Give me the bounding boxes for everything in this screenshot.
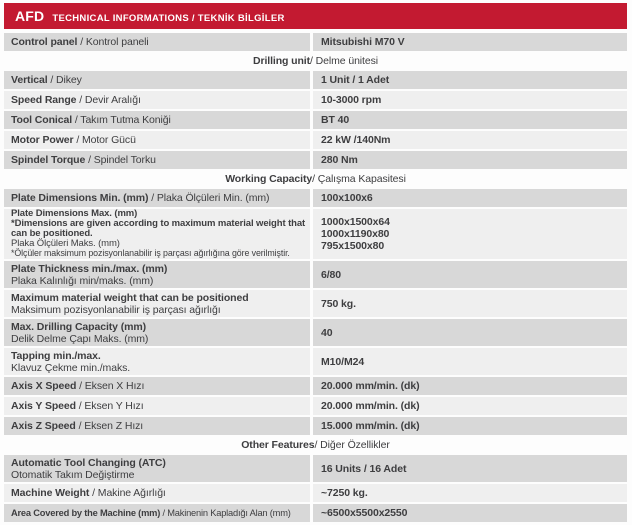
spec-value	[313, 111, 627, 129]
spec-row	[4, 33, 627, 51]
label-tr: Maksimum pozisyonlanabilir iş parçası ağırlığı	[11, 303, 221, 316]
spec-label	[4, 397, 310, 415]
spec-value-text: 795x1500x80	[321, 240, 385, 252]
section-title-tr: / Çalışma Kapasitesi	[312, 173, 406, 185]
brand-logo: AFD	[15, 8, 45, 24]
section-header	[4, 53, 627, 69]
spec-label-text	[11, 154, 310, 166]
header-title: TECHNICAL INFORMATIONS / TEKNİK BİLGİLER	[52, 13, 285, 24]
label-en: Axis Z Speed	[11, 420, 76, 432]
spec-row	[4, 484, 627, 502]
section-title-tr: / Diğer Özellikler	[314, 439, 390, 451]
spec-row	[4, 397, 627, 415]
spec-label	[4, 261, 310, 288]
spec-row	[4, 261, 627, 288]
spec-row	[4, 377, 627, 395]
spec-label	[4, 151, 310, 169]
spec-value	[313, 209, 627, 259]
spec-label	[4, 209, 310, 259]
label-en: Motor Power	[11, 134, 74, 146]
spec-label-text	[11, 36, 310, 48]
spec-value-text: 16 Units / 16 Adet	[321, 462, 407, 475]
label-en: Vertical	[11, 74, 48, 86]
spec-value-text: 20.000 mm/min. (dk)	[321, 380, 420, 392]
label-tr: / Motor Gücü	[73, 134, 136, 146]
spec-row	[4, 91, 627, 109]
spec-label	[4, 131, 310, 149]
label-tr: Otomatik Takım Değiştirme	[11, 468, 135, 481]
spec-label	[4, 377, 310, 395]
label-en: Plate Thickness min./max. (mm)	[11, 262, 168, 275]
spec-value-text: BT 40	[321, 114, 350, 126]
label-en: Tapping min./max.	[11, 349, 101, 362]
spec-label	[4, 455, 310, 482]
label-tr: / Kontrol paneli	[77, 36, 149, 48]
spec-value	[313, 319, 627, 346]
spec-label	[4, 290, 310, 317]
spec-row	[4, 71, 627, 89]
spec-label-text	[11, 94, 310, 106]
spec-label-text	[11, 487, 310, 499]
section-header	[4, 171, 627, 187]
label-tr: / Devir Aralığı	[76, 94, 141, 106]
label-en: Automatic Tool Changing (ATC)	[11, 456, 166, 469]
section-title-en: Other Features	[241, 439, 315, 451]
label-tr: Plaka Ölçüleri Maks. (mm)	[11, 238, 120, 249]
spec-row	[4, 504, 627, 522]
spec-value	[313, 290, 627, 317]
spec-value	[313, 131, 627, 149]
spec-value	[313, 189, 627, 207]
label-en: Control panel	[11, 36, 78, 48]
spec-value-text: 6/80	[321, 268, 342, 281]
spec-value	[313, 348, 627, 375]
spec-value	[313, 33, 627, 51]
spec-value	[313, 377, 627, 395]
spec-value	[313, 91, 627, 109]
spec-row	[4, 209, 627, 259]
spec-label	[4, 504, 310, 522]
section-title-tr: / Delme ünitesi	[310, 55, 378, 67]
spec-label-text	[11, 400, 310, 412]
spec-label	[4, 91, 310, 109]
spec-value	[313, 261, 627, 288]
spec-row	[4, 348, 627, 375]
spec-label	[4, 417, 310, 435]
label-en: Maximum material weight that can be positioned	[11, 291, 249, 304]
label-en: *Dimensions are given according to maximum material weight that can be positioned.	[11, 218, 306, 239]
spec-value-text: 750 kg.	[321, 297, 356, 310]
spec-value-text: 1000x1190x80	[321, 228, 390, 240]
label-tr: / Makinenin Kapladığı Alan (mm)	[160, 508, 291, 518]
spec-label	[4, 71, 310, 89]
label-tr: Delik Delme Çapı Maks. (mm)	[11, 332, 149, 345]
section-title-en: Working Capacity	[225, 173, 313, 185]
label-en: Spindel Torque	[11, 154, 86, 166]
label-tr: / Dikey	[47, 74, 82, 86]
spec-value	[313, 397, 627, 415]
label-tr: Klavuz Çekme min./maks.	[11, 361, 131, 374]
spec-value-text: ~6500x5500x2550	[321, 507, 408, 519]
label-en: Axis X Speed	[11, 380, 77, 392]
spec-row	[4, 290, 627, 317]
spec-label	[4, 111, 310, 129]
spec-value-text: 20.000 mm/min. (dk)	[321, 400, 420, 412]
spec-label-text	[11, 508, 310, 518]
spec-label-text	[11, 134, 310, 146]
spec-row	[4, 455, 627, 482]
label-tr: / Spindel Torku	[85, 154, 156, 166]
spec-value-text: 22 kW /140Nm	[321, 134, 391, 146]
spec-label-text	[11, 74, 310, 86]
label-tr: / Takım Tutma Koniği	[72, 114, 171, 126]
spec-value-text: 100x100x6	[321, 192, 373, 204]
spec-value	[313, 484, 627, 502]
label-tr: / Eksen X Hızı	[76, 380, 145, 392]
spec-value-text: 15.000 mm/min. (dk)	[321, 420, 420, 432]
spec-label	[4, 348, 310, 375]
spec-row	[4, 319, 627, 346]
label-tr: / Plaka Ölçüleri Min. (mm)	[148, 192, 270, 204]
spec-label-text	[11, 420, 310, 432]
spec-value-text: 1 Unit / 1 Adet	[321, 74, 390, 86]
spec-table	[4, 33, 627, 522]
spec-value	[313, 417, 627, 435]
spec-value-text: 10-3000 rpm	[321, 94, 382, 106]
spec-label-text	[11, 114, 310, 126]
spec-label-text	[11, 380, 310, 392]
label-tr: Plaka Kalınlığı min/maks. (mm)	[11, 274, 154, 287]
spec-value	[313, 151, 627, 169]
spec-value-text: ~7250 kg.	[321, 487, 368, 499]
label-en: Max. Drilling Capacity (mm)	[11, 320, 146, 333]
spec-label	[4, 33, 310, 51]
label-tr: / Makine Ağırlığı	[89, 487, 166, 499]
spec-row	[4, 417, 627, 435]
section-title-en: Drilling unit	[253, 55, 311, 67]
spec-value	[313, 504, 627, 522]
header-bar	[4, 3, 627, 29]
spec-value-text: Mitsubishi M70 V	[321, 36, 405, 48]
label-en: Tool Conical	[11, 114, 73, 126]
spec-value-text: M10/M24	[321, 355, 365, 368]
spec-row	[4, 111, 627, 129]
spec-value-text: 280 Nm	[321, 154, 358, 166]
spec-value	[313, 71, 627, 89]
section-header	[4, 437, 627, 453]
spec-row	[4, 151, 627, 169]
spec-row	[4, 189, 627, 207]
spec-value	[313, 455, 627, 482]
spec-label	[4, 189, 310, 207]
label-en: Plate Dimensions Max. (mm)	[11, 209, 138, 219]
label-en: Area Covered by the Machine (mm)	[11, 508, 161, 518]
label-en: Axis Y Speed	[11, 400, 76, 412]
spec-value-text: 1000x1500x64	[321, 216, 390, 228]
spec-value-text: 40	[321, 326, 333, 339]
label-en: Speed Range	[11, 94, 77, 106]
label-tr: *Ölçüler maksimum pozisyonlanabilir iş parçası ağırlığına göre verilmiştir.	[11, 248, 290, 259]
label-en: Plate Dimensions Min. (mm)	[11, 192, 149, 204]
spec-label-text	[11, 192, 310, 204]
spec-row	[4, 131, 627, 149]
label-en: Machine Weight	[11, 487, 90, 499]
spec-label	[4, 484, 310, 502]
spec-label	[4, 319, 310, 346]
label-tr: / Eksen Z Hızı	[75, 420, 144, 432]
label-tr: / Eksen Y Hızı	[75, 400, 144, 412]
